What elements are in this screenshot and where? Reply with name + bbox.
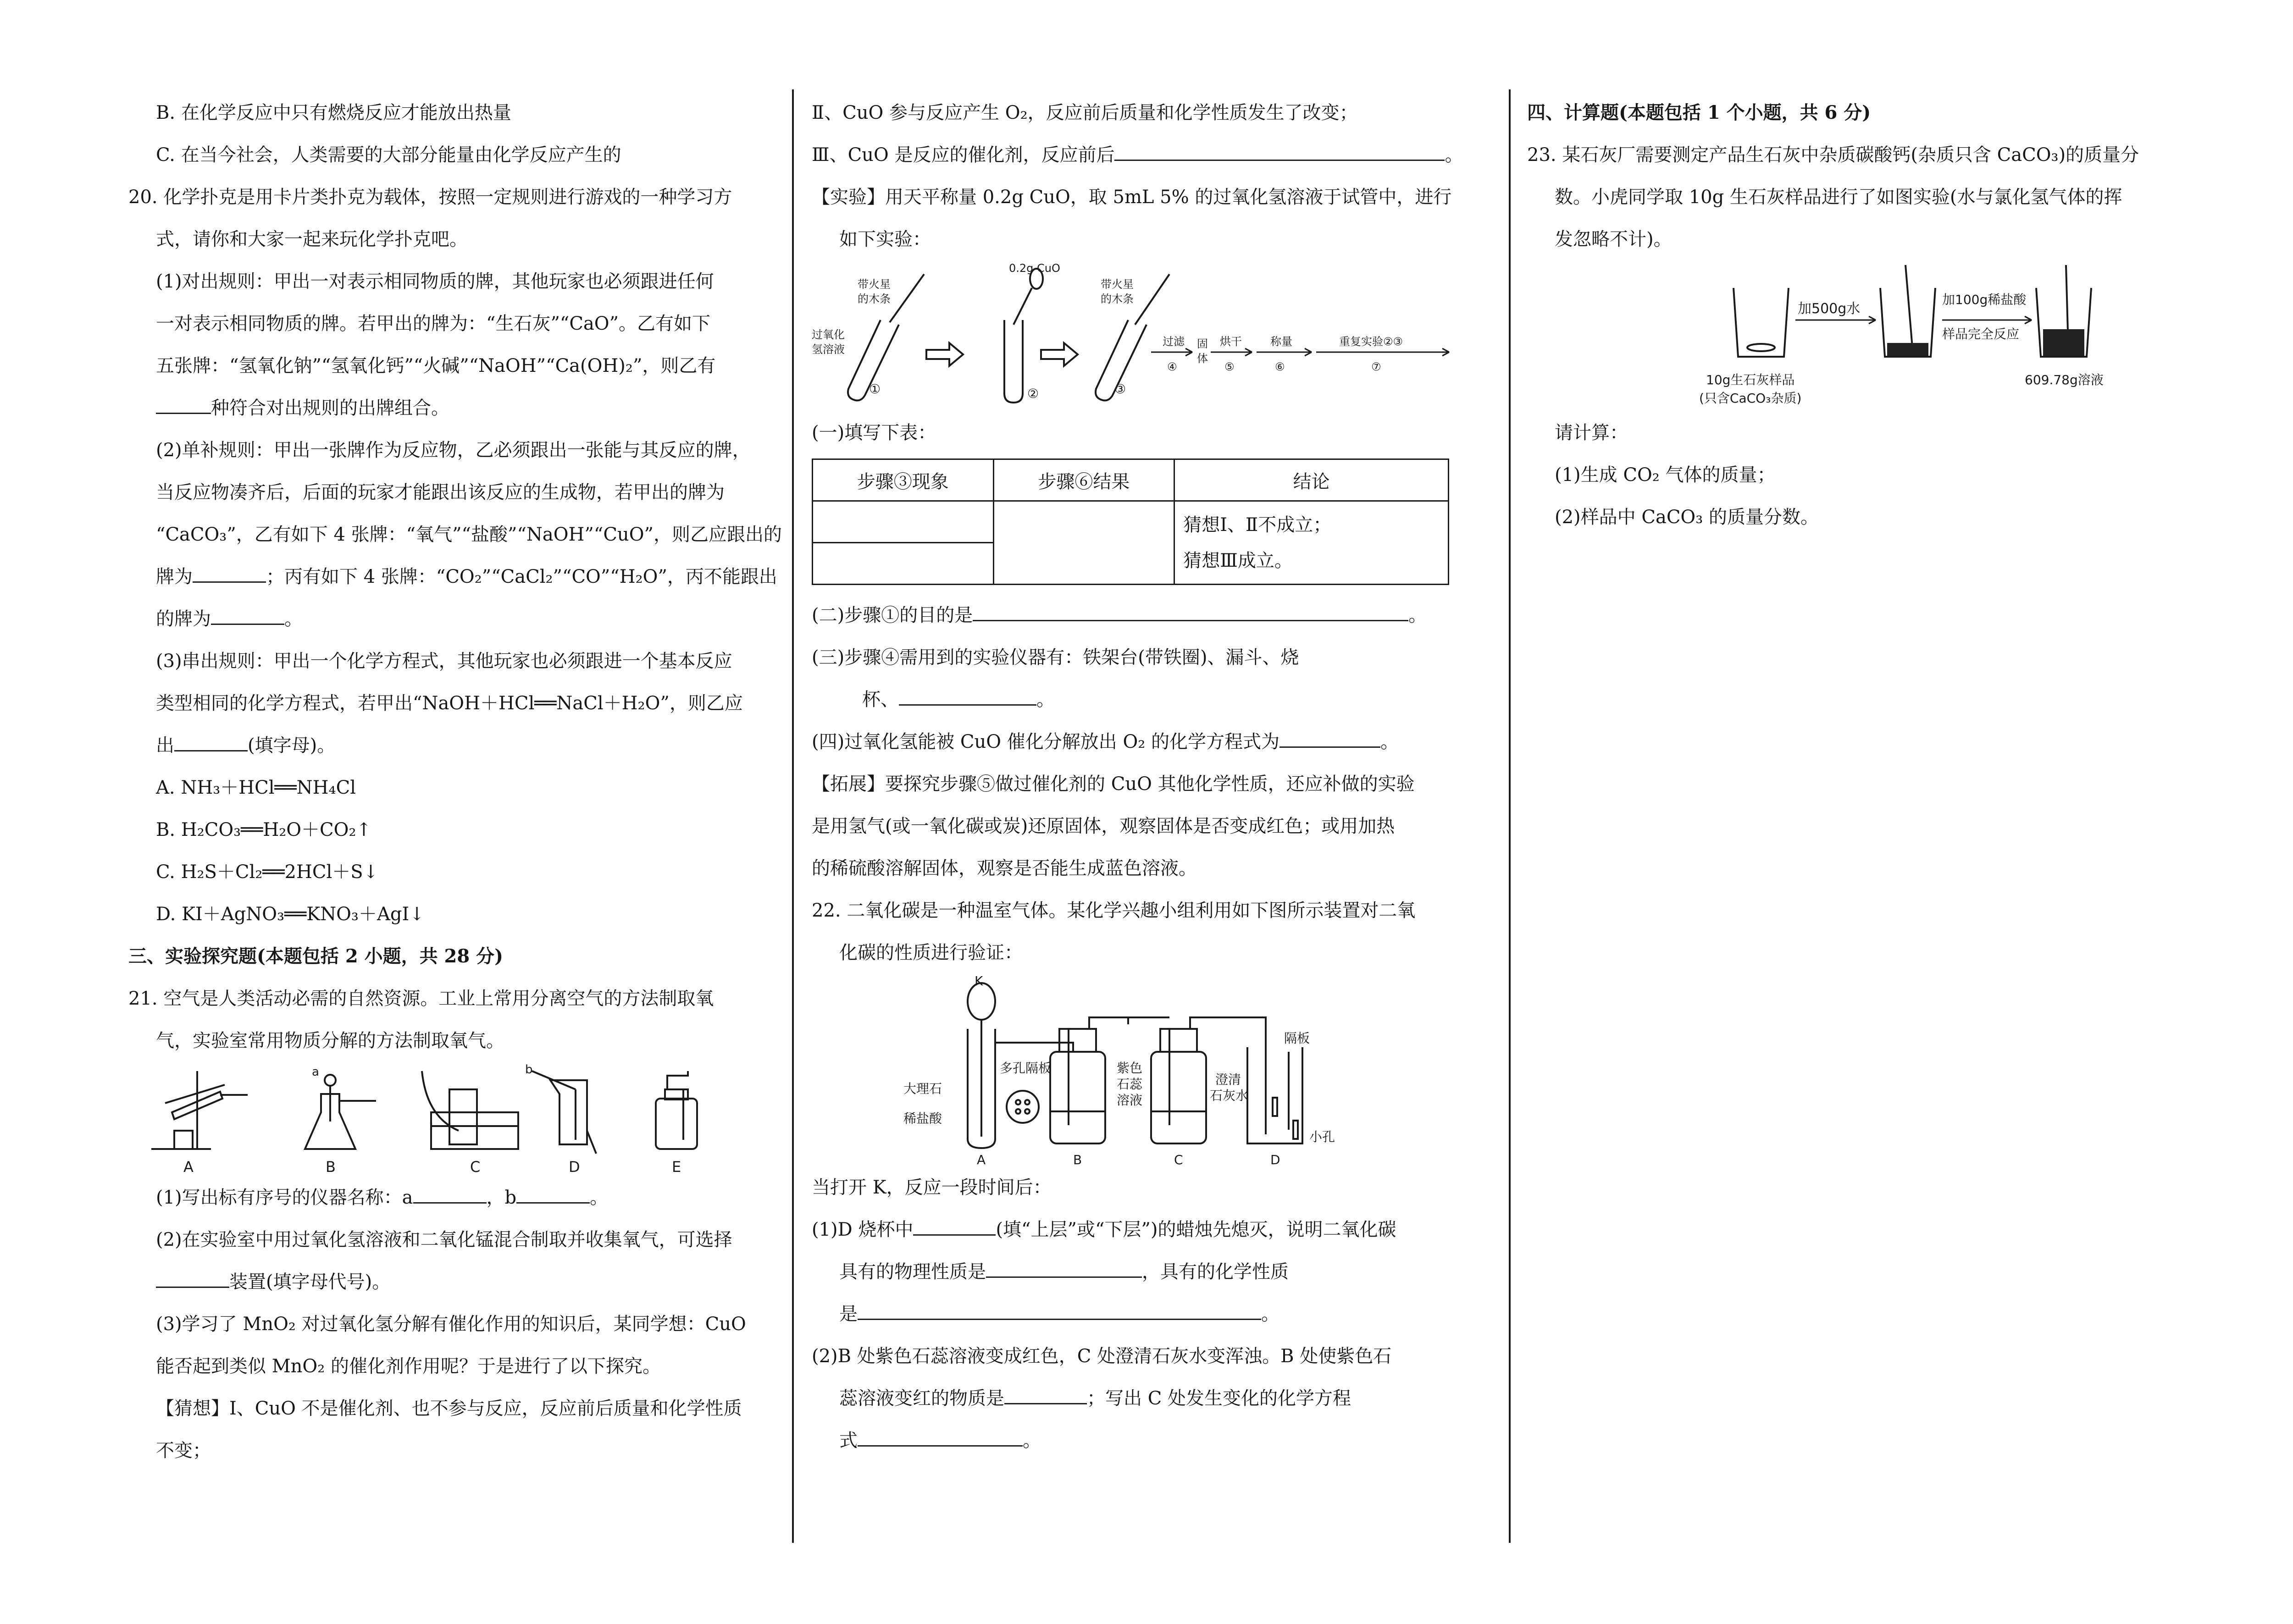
section-4-heading: 四、计算题(本题包括 1 个小题，共 6 分) [1527,102,1871,123]
label-a-small: a [312,1065,319,1079]
experiment-text: 【实验】用天平称量 0.2g CuO，取 5mL 5% 的过氧化氢溶液于试管中，进行 [812,187,1452,208]
hypothesis-3: Ⅲ、CuO 是反应的催化剂，反应前后 。 [812,134,1500,176]
add-water-label: 加500g水 [1798,301,1861,317]
apparatus-b [305,1075,376,1149]
answer-blank[interactable] [1004,1386,1087,1404]
q20-part3: (3)串出规则：甲出一个化学方程式，其他玩家也必须跟进一个基本反应 [156,651,732,672]
q21-part2: (2)在实验室中用过氧化氢溶液和二氧化锰混合制取并收集氧气，可选择 [156,1229,732,1250]
header-step3: 步骤③现象 [813,459,994,501]
extension-cont: 是用氢气(或一氧化碳或炭)还原固体，观察固体是否变成红色；或用加热 [812,816,1395,837]
q22-part1: (1)D 烧杯中 (填“上层”或“下层”)的蜡烛先熄灭，说明二氧化碳 [812,1209,1500,1251]
q20-part2-cont: 当反应物凑齐后，后面的玩家才能跟出该反应的生成物，若甲出的牌为 [156,482,725,503]
step-4: ④ [1167,360,1177,373]
q22-stem-cont: 化碳的性质进行验证： [839,942,1023,963]
label-d: D [569,1158,580,1176]
solution-mass-label: 609.78g溶液 [2025,372,2104,387]
q22-part1-cont: 具有的物理性质是 ，具有的化学性质 [812,1251,1500,1293]
acid-label: 稀盐酸 [903,1111,942,1126]
section-3-heading: 三、实验探究题(本题包括 2 小题，共 28 分) [128,945,504,967]
limewater-label: 澄清 [1215,1072,1241,1087]
co2-apparatus-figure [812,974,1500,1166]
column-divider [792,89,794,1543]
answer-blank[interactable] [516,1186,590,1204]
calc-part1: (1)生成 CO₂ 气体的质量； [1555,464,1776,486]
add-acid-label: 加100g稀盐酸 [1942,292,2027,307]
hypothesis-1: 【猜想】Ⅰ、CuO 不是催化剂、也不参与反应，反应前后质量和化学性质 [156,1398,742,1419]
valve-k: K [975,974,983,989]
answer-blank[interactable] [899,688,1036,706]
sediment [1887,343,1928,356]
bottle-c [1128,1017,1266,1143]
q20-part1-cont: 一对表示相同物质的牌。若甲出的牌为：“生石灰”“CaO”。乙有如下 [156,313,711,334]
splint-label: 带火星 [1101,278,1134,291]
test-tube-2 [1004,269,1043,403]
label-c: C [1174,1152,1183,1166]
marble-label: 大理石 [903,1081,942,1096]
choice-d: D. KI＋AgNO₃══KNO₃＋AgI↓ [156,904,425,925]
q20-part3-answer: 出 (填字母)。 [128,724,752,767]
answer-blank[interactable] [1279,730,1380,748]
step-weigh: 称量 [1270,335,1292,348]
answer-blank[interactable] [156,1270,229,1288]
step-filter: 过滤 [1163,335,1185,348]
q21-stem: 21. 空气是人类活动必需的自然资源。工业上常用分离空气的方法制取氧 [128,988,714,1009]
hypothesis-1-cont: 不变； [156,1440,211,1461]
q20-part2-cards: “CaCO₃”，乙有如下 4 张牌：“氧气”“盐酸”“NaOH”“CuO”，则乙应跟出的 [156,524,782,545]
answer-cell[interactable] [813,543,994,585]
answer-blank[interactable] [174,734,248,751]
header-conclusion: 结论 [1174,459,1449,501]
label-b: B [326,1158,336,1176]
process-flow [1151,348,1449,356]
label-e: E [672,1158,681,1176]
beaker-d [1247,1047,1302,1143]
answer-blank[interactable] [973,603,1408,621]
answer-blank[interactable] [986,1260,1142,1278]
q23-stem-cont2: 发忽略不计)。 [1555,229,1672,250]
beaker-1 [1734,288,1789,357]
label-c: C [470,1158,481,1176]
answer-blank[interactable] [913,1218,996,1236]
partition-label: 隔板 [1284,1031,1310,1046]
calc-prompt: 请计算： [1555,422,1628,443]
open-valve-text: 当打开 K，反应一段时间后： [812,1177,1052,1198]
litmus-label: 紫色 [1117,1061,1143,1076]
splint-label: 带火星 [858,278,891,291]
step-7: ⑦ [1371,360,1381,373]
answer-cell[interactable] [813,501,994,543]
q22-part2-cont2: 式 。 [812,1420,1500,1462]
apparatus-a [151,1071,248,1149]
cuo-label: 0.2g CuO [1009,262,1060,275]
hypothesis-2: Ⅱ、CuO 参与反应产生 O₂，反应前后质量和化学性质发生了改变； [812,102,1358,123]
option-c: C. 在当今社会，人类需要的大部分能量由化学反应产生的 [156,144,621,166]
arrow-right [1795,316,1876,324]
plate-label: 多孔隔板 [1000,1061,1052,1076]
litmus-label: 溶液 [1117,1093,1143,1108]
answer-blank[interactable] [156,396,211,414]
q21-part1: (1)写出标有序号的仪器名称：a ，b 。 [128,1177,752,1219]
limewater-label: 石灰水 [1210,1088,1249,1103]
h2o2-label: 过氧化 [812,328,845,341]
hole-label: 小孔 [1309,1129,1335,1144]
arrow-right [926,343,963,366]
step-6: ⑥ [1275,360,1285,373]
question-2: (二)步骤①的目的是 。 [812,594,1500,636]
question-3: (三)步骤④需用到的实验仪器有：铁架台(带铁圈)、漏斗、烧 [812,647,1299,668]
q21-part3: (3)学习了 MnO₂ 对过氧化氢分解有催化作用的知识后，某同学想：CuO [156,1314,746,1335]
q20-part1-cards: 五张牌：“氢氧化钠”“氢氧化钙”“火碱”“NaOH”“Ca(OH)₂”，则乙有 [156,355,716,376]
answer-blank[interactable] [858,1429,1023,1447]
litmus-label: 石蕊 [1117,1077,1143,1092]
solid-label: 体 [1197,352,1208,365]
q20-stem: 20. 化学扑克是用卡片类扑克为载体，按照一定规则进行游戏的一种学习方 [128,187,732,208]
q23-stem: 23. 某石灰厂需要测定产品生石灰中杂质碳酸钙(杂质只含 CaCO₃)的质量分 [1527,144,2139,166]
arrow-right [1041,343,1078,366]
answer-blank[interactable] [1114,143,1445,161]
perforated-plate [1007,1091,1039,1123]
answer-blank[interactable] [193,565,266,583]
answer-blank[interactable] [413,1186,487,1204]
results-table [812,458,1449,585]
q22-part1-cont2: 是 。 [812,1293,1500,1335]
sample-label: 10g生石灰样品 [1706,372,1795,387]
answer-blank[interactable] [211,607,284,625]
step-3: ③ [1114,381,1126,397]
catalyst-experiment-figure [812,260,1500,412]
q20-part2-answer: 牌为 ；丙有如下 4 张牌：“CO₂”“CaCl₂”“CO”“H₂O”，丙不能跟出 [128,556,752,598]
choice-b: B. H₂CO₃══H₂O＋CO₂↑ [156,819,371,840]
experiment-text-cont: 如下实验： [839,229,931,250]
step-1: ① [869,381,881,397]
q20-part1-answer: 种符合对出规则的出牌组合。 [128,387,752,429]
extension-cont: 的稀硫酸溶解固体，观察是否能生成蓝色溶液。 [812,858,1197,879]
column-left [128,92,782,1472]
conclusion-cell: 猜想Ⅰ、Ⅱ不成立； 猜想Ⅲ成立。 [1174,501,1449,585]
q22-part2-cont: 蕊溶液变红的物质是 ；写出 C 处发生变化的化学方程 [812,1377,1500,1420]
label-b: B [1073,1152,1082,1166]
sample-label: (只含CaCO₃杂质) [1699,391,1802,406]
label-a: A [183,1158,194,1176]
splint-label: 的木条 [858,293,891,305]
question-3-cont: 杯、 。 [812,679,1500,721]
q21-part2-answer: 装置(填字母代号)。 [128,1261,752,1303]
solid-label: 固 [1197,337,1208,350]
label-a: A [977,1152,986,1166]
column-middle [812,92,1500,1462]
q23-stem-cont: 数。小虎同学取 10g 生石灰样品进行了如图实验(水与氯化氢气体的挥 [1555,187,2122,208]
label-b-small: b [525,1063,533,1077]
column-divider [1509,89,1511,1543]
q22-stem: 22. 二氧化碳是一种温室气体。某化学兴趣小组利用如下图所示装置对二氧 [812,900,1416,921]
q22-part2: (2)B 处紫色石蕊溶液变成红色，C 处澄清石灰水变浑浊。B 处使紫色石 [812,1346,1392,1367]
step-repeat: 重复实验②③ [1339,335,1403,348]
option-b: B. 在化学反应中只有燃烧反应才能放出热量 [156,102,511,123]
q20-part3-cont: 类型相同的化学方程式，若甲出“NaOH＋HCl══NaCl＋H₂O”，则乙应 [156,693,743,714]
splint-label: 的木条 [1101,293,1134,305]
apparatus-e [656,1071,697,1149]
header-step6: 步骤⑥结果 [993,459,1174,501]
limestone-experiment-figure [1527,260,2215,412]
q20-stem-cont: 式，请你和大家一起来玩化学扑克吧。 [156,229,468,250]
step-dry: 烘干 [1220,335,1242,348]
calc-part2: (2)样品中 CaCO₃ 的质量分数。 [1555,507,1819,528]
apparatus-d [532,1071,596,1154]
question-4: (四)过氧化氢能被 CuO 催化分解放出 O₂ 的化学方程式为 。 [812,721,1500,763]
extension: 【拓展】要探究步骤⑤做过催化剂的 CuO 其他化学性质，还应补做的实验 [812,773,1415,795]
answer-blank[interactable] [858,1302,1261,1320]
q20-part1: (1)对出规则：甲出一对表示相同物质的牌，其他玩家也必须跟进任何 [156,271,714,292]
apparatus-c [422,1071,518,1149]
q20-part2-answer2: 的牌为 。 [128,598,752,640]
choice-a: A. NH₃＋HCl══NH₄Cl [156,777,356,798]
step-2: ② [1027,386,1039,401]
answer-cell[interactable] [993,501,1174,585]
arrow-right [1942,316,2032,324]
q21-stem-cont: 气，实验室常用物质分解的方法制取氧气。 [156,1030,504,1051]
oxygen-apparatus-figure [128,1062,752,1177]
solution [2043,329,2084,356]
column-right [1527,92,2215,538]
label-d: D [1270,1152,1280,1166]
q21-part3-cont: 能否起到类似 MnO₂ 的催化剂作用呢？于是进行了以下探究。 [156,1356,661,1377]
complete-reaction-label: 样品完全反应 [1942,326,2020,342]
q20-part2: (2)单补规则：甲出一张牌作为反应物，乙必须跟出一张能与其反应的牌， [156,440,751,461]
h2o2-label: 氢溶液 [812,343,845,356]
fill-table-title: (一)填写下表： [812,422,936,443]
choice-c: C. H₂S＋Cl₂══2HCl＋S↓ [156,862,379,883]
step-5: ⑤ [1224,360,1235,373]
